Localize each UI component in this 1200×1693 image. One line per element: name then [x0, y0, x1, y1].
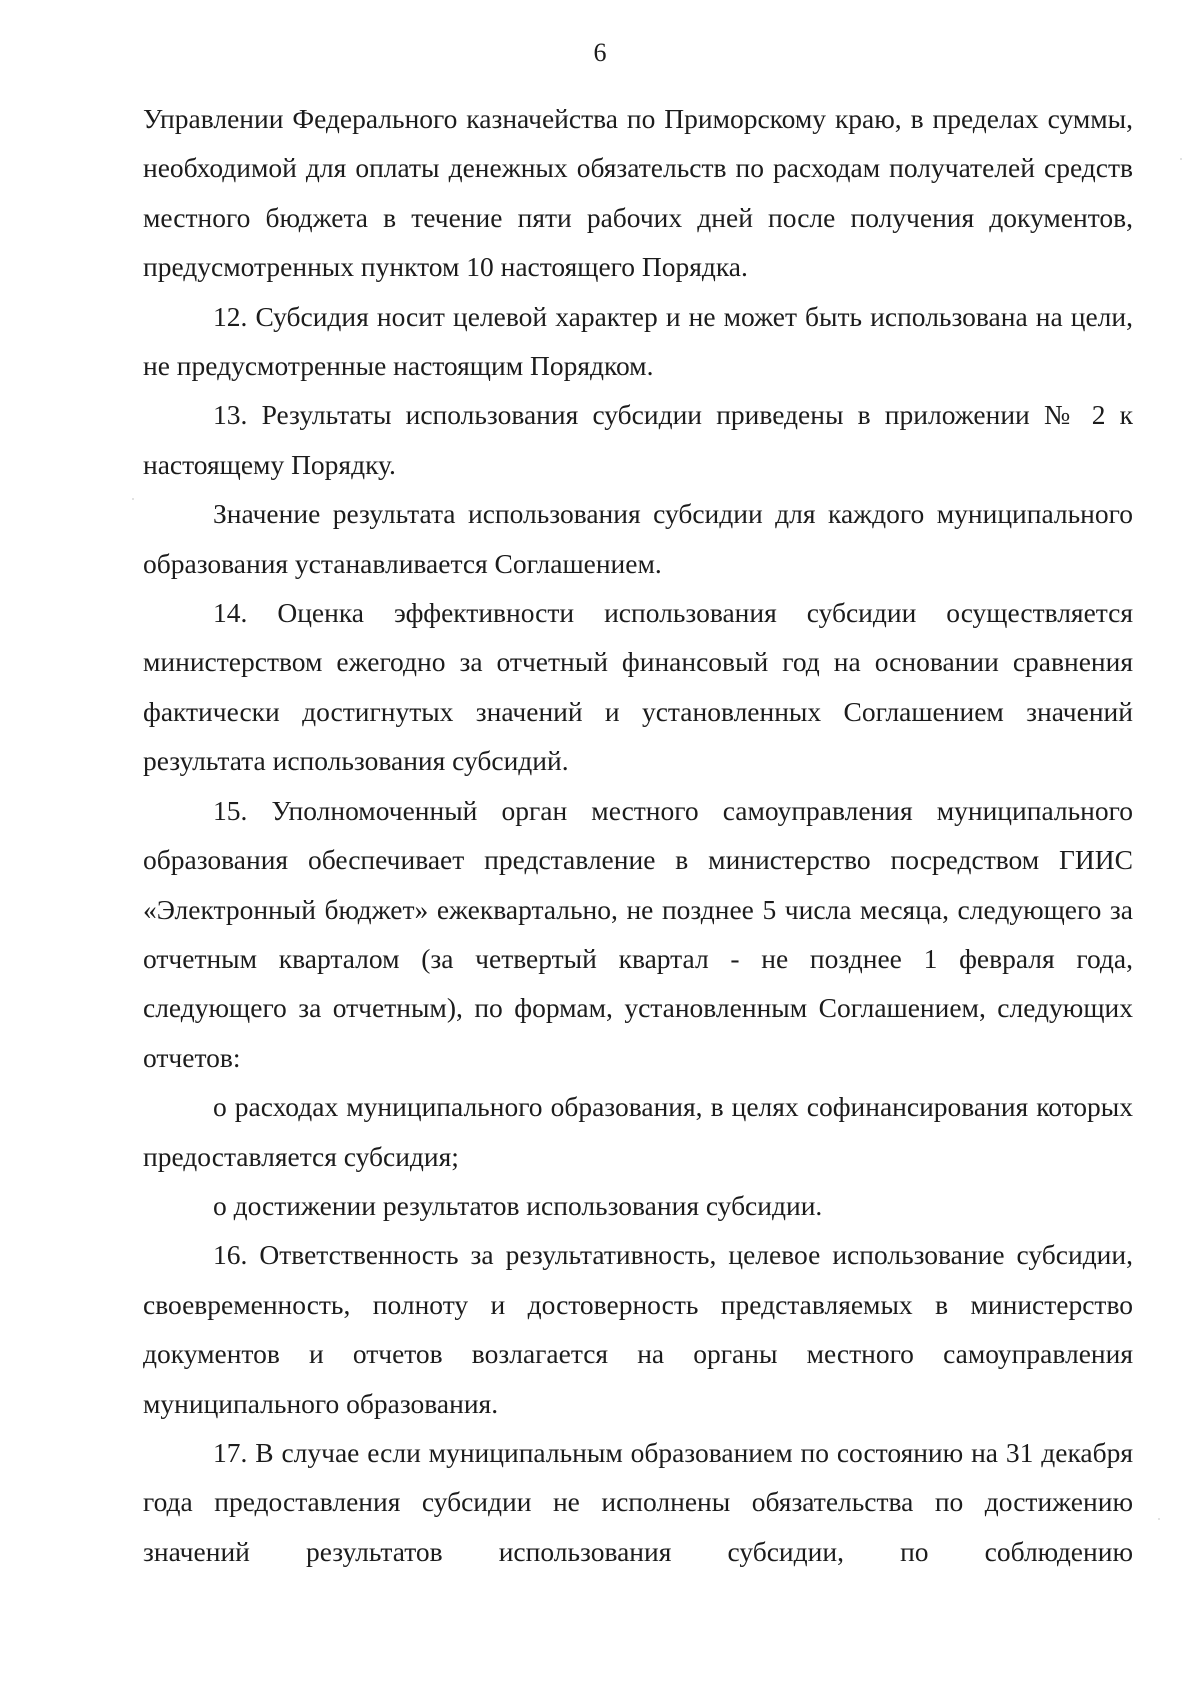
paragraph-15-report-results: о достижении результатов использования субсидии.: [213, 1189, 823, 1221]
paragraph-16: 16. Ответственность за результативность, целевое использование субсидии, своевременность, полноту и достоверность представляемых в министерство документов и отчетов возлагается на органы местного самоуправления муниципального образования.: [143, 1239, 1133, 1419]
paragraph-12: 12. Субсидия носит целевой характер и не может быть использована на цели, не предусмотренные настоящим Порядком.: [143, 300, 1133, 382]
document-body: [143, 94, 1133, 1576]
paragraph-13-value: Значение результата использования субсидии для каждого муниципального образования устанавливается Соглашением.: [143, 498, 1133, 579]
scan-speck: [132, 498, 134, 500]
paragraph-17: 17. В случае если муниципальным образованием по состоянию на 31 декабря года предоставления субсидии не исполнены обязательства по достижению значений результатов использования субсидии, по соблюдению: [143, 1436, 1133, 1567]
paragraph-15-report-expenses: о расходах муниципального образования, в целях софинансирования которых предоставляется субсидия;: [143, 1091, 1133, 1172]
paragraph-14: 14. Оценка эффективности использования субсидии осуществляется министерством ежегодно за отчетный финансовый год на основании сравнения фактически достигнутых значений и установленных Соглашением значений результата использования субсидий.: [143, 597, 1133, 777]
scan-speck: [1180, 158, 1182, 160]
paragraph-13: 13. Результаты использования субсидии приведены в приложении № 2 к настоящему Порядку.: [143, 399, 1133, 480]
paragraph-15: 15. Уполномоченный орган местного самоуправления муниципального образования обеспечивает представление в министерство посредством ГИИС «Электронный бюджет» ежеквартально, не позднее 5 числа месяца, следующего за отчетным кварталом (за четвертый квартал - не позднее 1 февраля года, следующего за отчетным), по формам, установленным Соглашением, следующих отчетов:: [143, 794, 1133, 1073]
paragraph-continuation: Управлении Федерального казначейства по Приморскому краю, в пределах суммы, необходимой для оплаты денежных обязательств по расходам получателей средств местного бюджета в течение пяти рабочих дней после получения документов, предусмотренных пунктом 10 настоящего Порядка.: [143, 103, 1133, 283]
scan-speck: [1158, 1518, 1160, 1520]
page-number: 6: [593, 38, 607, 67]
